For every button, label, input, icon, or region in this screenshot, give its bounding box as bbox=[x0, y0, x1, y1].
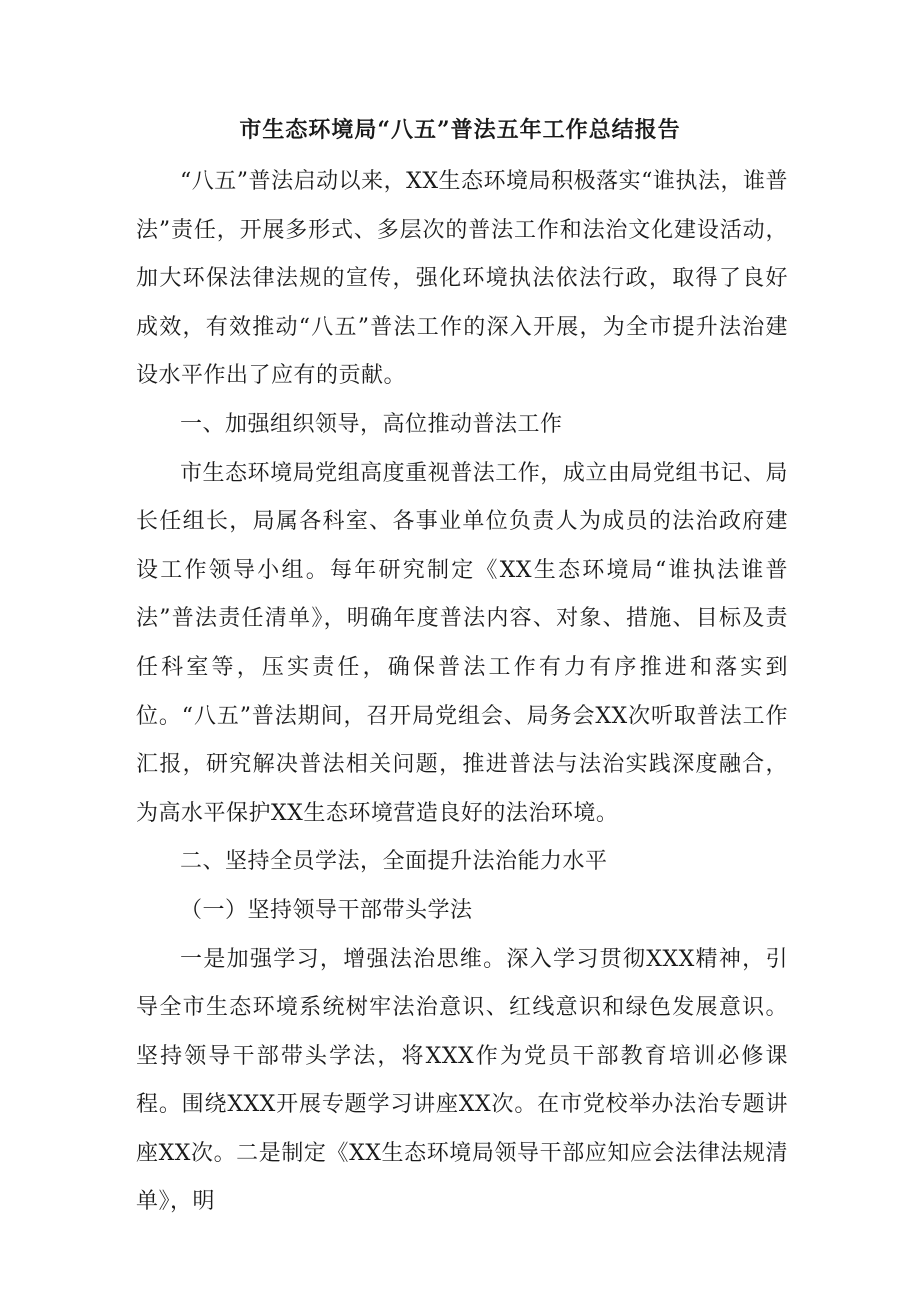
document-title: 市生态环境局“八五”普法五年工作总结报告 bbox=[239, 117, 681, 143]
section-1-paragraph: 市生态环境局党组高度重视普法工作，成立由局党组书记、局长任组长，局属各科室、各事业单位负责人为成员的法治政府建设工作领导小组。每年研究制定《XX生态环境局“谁执法谁普法”普法责任清单》，明确年度普法内容、对象、措施、目标及责任科室等，压实责任，确保普法工作有力有序推进和落实到位。“八五”普法期间，召开局党组会、局务会XX次听取普法工作汇报，研究解决普法相关问题，推进普法与法治实践深度融合，为高水平保护XX生态环境营造良好的法治环境。 bbox=[136, 460, 788, 826]
intro-paragraph: “八五”普法启动以来，XX生态环境局积极落实“谁执法，谁普法”责任，开展多形式、多层次的普法工作和法治文化建设活动，加大环保法律法规的宣传，强化环境执法依法行政，取得了良好成效，有效推动“八五”普法工作的深入开展，为全市提升法治建设水平作出了应有的贡献。 bbox=[136, 169, 788, 389]
section-heading-2: 二、坚持全员学法，全面提升法治能力水平 bbox=[180, 849, 608, 875]
subsection-heading-1: （一）坚持领导干部带头学法 bbox=[180, 897, 473, 923]
document-body bbox=[136, 158, 788, 1227]
section-heading-1: 一、加强组织领导，高位推动普法工作 bbox=[180, 411, 563, 437]
subsection-1-paragraph: 一是加强学习，增强法治思维。深入学习贯彻XXX精神，引导全市生态环境系统树牢法治意识、红线意识和绿色发展意识。坚持领导干部带头学法，将XXX作为党员干部教育培训必修课程。围绕XXX开展专题学习讲座XX次。在市党校举办法治专题讲座XX次。二是制定《XX生态环境局领导干部应知应会法律法规清单》，明 bbox=[136, 946, 788, 1215]
